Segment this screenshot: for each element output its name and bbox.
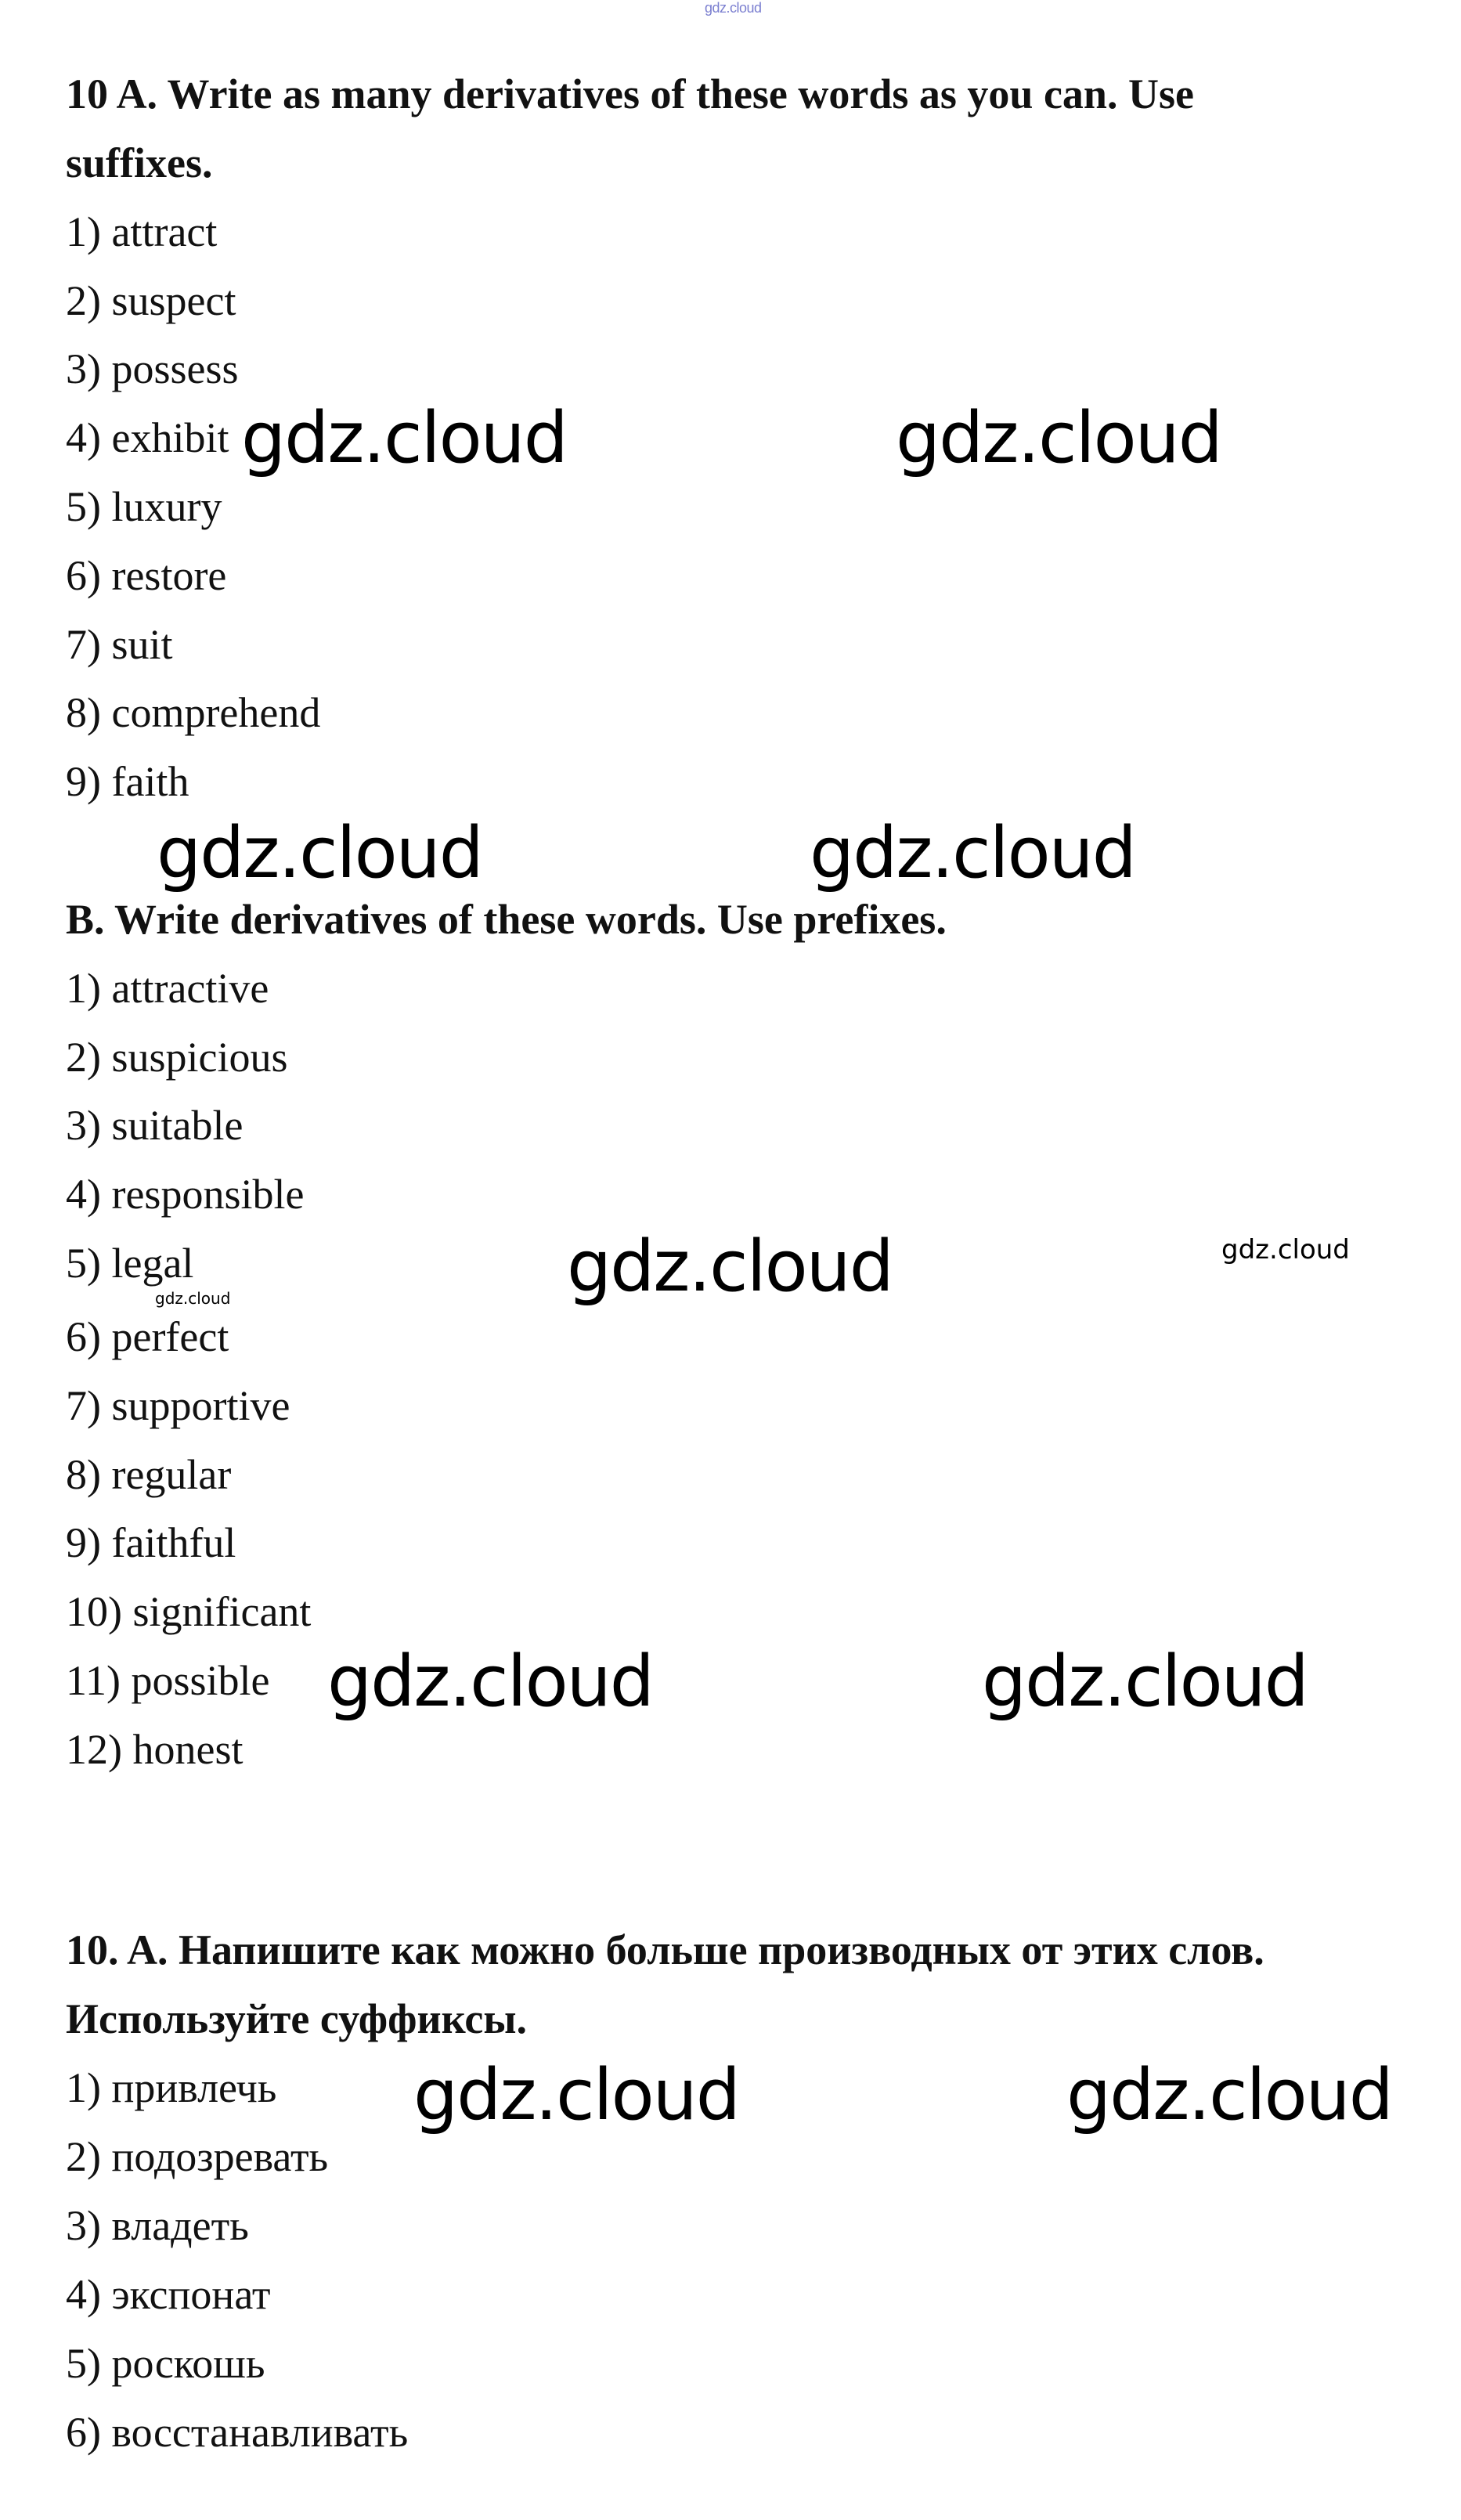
watermark: gdz.cloud xyxy=(896,397,1221,479)
list-item: 2) подозревать xyxy=(66,2133,329,2180)
list-item: 5) роскошь xyxy=(66,2340,265,2387)
top-watermark: gdz.cloud xyxy=(705,0,762,16)
list-item: 3) possess xyxy=(66,345,239,392)
watermark: gdz.cloud xyxy=(1221,1234,1350,1265)
watermark: gdz.cloud xyxy=(157,812,482,894)
section-ru-heading-line2: Используйте суффиксы. xyxy=(66,1995,528,2042)
list-item: 1) attract xyxy=(66,208,218,255)
list-item: 2) suspect xyxy=(66,277,236,324)
list-item: 5) legal xyxy=(66,1240,194,1287)
list-item: 9) faith xyxy=(66,758,189,805)
list-item: 3) владеть xyxy=(66,2202,249,2249)
list-item: 2) suspicious xyxy=(66,1034,288,1081)
list-item: 8) comprehend xyxy=(66,689,321,736)
list-item: 12) honest xyxy=(66,1726,243,1773)
section-a-heading-line1: 10 A. Write as many derivatives of these words as you can. Use xyxy=(66,70,1194,117)
watermark: gdz.cloud xyxy=(810,812,1135,894)
list-item: 9) faithful xyxy=(66,1519,236,1566)
watermark: gdz.cloud xyxy=(155,1289,231,1308)
section-b-heading: B. Write derivatives of these words. Use prefixes. xyxy=(66,896,947,943)
list-item: 1) attractive xyxy=(66,965,269,1012)
list-item: 3) suitable xyxy=(66,1102,243,1149)
list-item: 10) significant xyxy=(66,1588,312,1635)
watermark: gdz.cloud xyxy=(1066,2054,1392,2136)
list-item: 4) responsible xyxy=(66,1171,305,1218)
list-item: 11) possible xyxy=(66,1657,270,1704)
list-item: 6) perfect xyxy=(66,1313,229,1360)
list-item: 7) suit xyxy=(66,621,173,668)
list-item: 6) восстанавливать xyxy=(66,2409,409,2456)
section-a-heading-line2: suffixes. xyxy=(66,139,213,186)
watermark: gdz.cloud xyxy=(241,397,567,479)
watermark: gdz.cloud xyxy=(327,1641,653,1723)
list-item: 6) restore xyxy=(66,552,227,599)
list-item: 4) экспонат xyxy=(66,2271,271,2318)
list-item: 8) regular xyxy=(66,1451,232,1498)
watermark: gdz.cloud xyxy=(567,1226,893,1308)
list-item: 4) exhibit xyxy=(66,414,229,461)
list-item: 1) привлечь xyxy=(66,2064,277,2111)
watermark: gdz.cloud xyxy=(982,1641,1308,1723)
list-item: 7) supportive xyxy=(66,1382,290,1429)
section-ru-heading-line1: 10. A. Напишите как можно больше производных от этих слов. xyxy=(66,1926,1264,1973)
watermark: gdz.cloud xyxy=(413,2054,739,2136)
list-item: 5) luxury xyxy=(66,483,222,530)
